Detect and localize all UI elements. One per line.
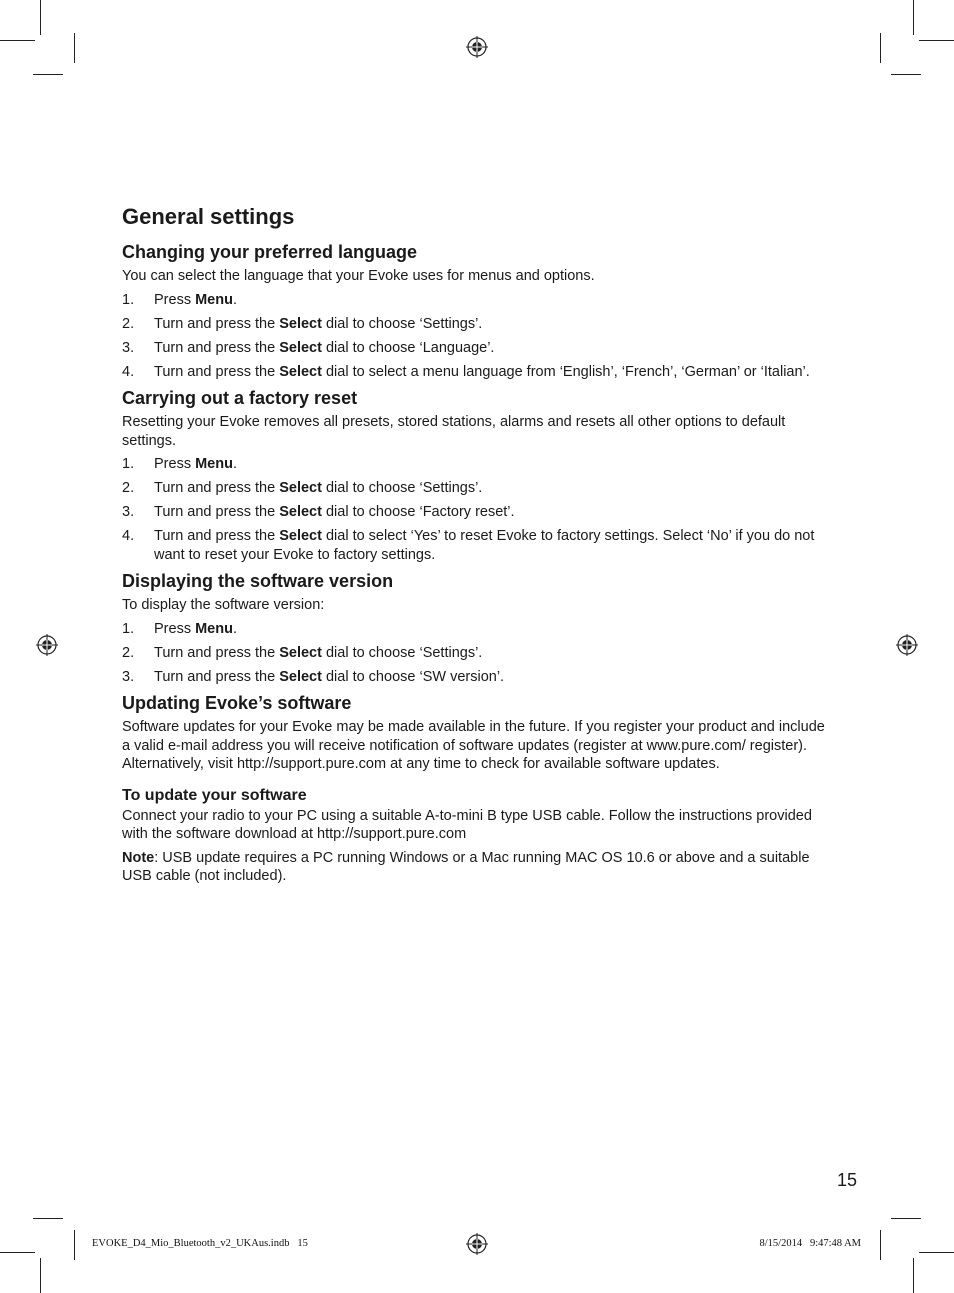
step-text: Turn and press the [154,668,280,685]
registration-mark-icon [896,634,918,656]
crop-mark [33,1218,63,1219]
crop-mark [891,1218,921,1219]
step-keyword: Select [279,668,322,685]
step-text: . [232,456,237,472]
section-software-version [122,570,834,686]
step-item [122,644,834,663]
sub-body: Connect your radio to your PC using a suitable A-to-mini B type USB cable. Follow the instructions provided with the software download at http://support.pure.com [122,807,812,842]
step-text: dial to choose ‘SW version’. [321,668,505,685]
section-heading: Displaying the software version [122,571,394,591]
step-number: 3. [122,668,135,685]
step-item [122,363,834,382]
step-item [122,315,834,334]
step-item [122,527,834,564]
step-number: 3. [122,339,135,356]
section-factory-reset [122,387,834,564]
crop-mark [0,40,35,41]
step-keyword: Menu [195,456,233,472]
crop-mark [40,1258,41,1293]
step-item [122,479,834,498]
section-intro: You can select the language that your Evoke uses for menus and options. [122,268,595,284]
step-list [122,291,834,382]
crop-mark [74,1230,75,1260]
registration-mark-icon [466,1233,488,1255]
crop-mark [919,1252,954,1253]
step-number: 1. [122,456,135,472]
step-text: dial to choose ‘Settings’. [321,480,483,496]
step-number: 2. [122,315,135,332]
step-list [122,455,834,564]
step-text: Turn and press the [154,339,280,356]
step-text: Turn and press the [154,480,280,496]
page-content [122,203,834,891]
step-number: 3. [122,504,135,520]
note-paragraph [122,849,834,886]
step-item [122,503,834,522]
section-intro: To display the software version: [122,597,325,613]
step-keyword: Menu [195,291,233,308]
registration-mark-icon [36,634,58,656]
section-intro: Resetting your Evoke removes all presets, stored stations, alarms and resets all other options to default settings. [122,414,786,449]
step-item [122,668,834,687]
crop-mark [913,0,914,35]
crop-mark [913,1258,914,1293]
step-number: 2. [122,480,135,496]
step-keyword: Select [279,528,322,544]
step-keyword: Select [279,480,322,496]
step-keyword: Select [279,644,322,661]
step-text: Turn and press the [154,315,280,332]
step-number: 2. [122,644,135,661]
step-number: 1. [122,291,135,308]
step-text: dial to choose ‘Language’. [321,339,495,356]
step-text: Turn and press the [154,528,280,544]
crop-mark [0,1252,35,1253]
section-body: Software updates for your Evoke may be made available in the future. If you register your product and include a valid e-mail address you will receive notification of software updates (register at www.pure.com/ register). Alternatively, visit http://support.pure.com at any time to check for available software updates. [122,719,825,772]
step-text: dial to choose ‘Factory reset’. [321,504,515,520]
crop-mark [891,74,921,75]
section-updating [122,692,834,886]
crop-mark [880,1230,881,1260]
sub-heading: To update your software [122,786,307,804]
step-text: dial to choose ‘Settings’. [321,644,483,661]
step-keyword: Select [279,363,322,380]
section-heading: Changing your preferred language [122,242,418,262]
note-text: : USB update requires a PC running Windows or a Mac running MAC OS 10.6 or above and a suitable USB cable (not included). [122,849,810,884]
step-text: dial to select a menu language from ‘English’, ‘French’, ‘German’ or ‘Italian’. [321,363,810,380]
page-number: 15 [836,1170,857,1190]
step-text: Press [154,291,196,308]
crop-mark [74,33,75,63]
step-text: Turn and press the [154,504,280,520]
step-keyword: Menu [195,620,233,637]
step-list [122,620,834,687]
step-number: 4. [122,528,135,544]
crop-mark [919,40,954,41]
step-item [122,455,834,474]
step-item [122,291,834,310]
step-text: . [232,620,237,637]
step-text: dial to select ‘Yes’ to reset Evoke to factory settings. Select ‘No’ if you do not want to reset your Evoke to factory settings. [154,528,815,563]
step-text: Press [154,620,196,637]
registration-mark-icon [466,36,488,58]
page-title: General settings [122,204,295,229]
step-text: Turn and press the [154,644,280,661]
crop-mark [33,74,63,75]
note-label: Note [122,849,155,866]
slug-file: EVOKE_D4_Mio_Bluetooth_v2_UKAus.indb 15 [92,1238,308,1249]
step-text: . [232,291,237,308]
step-text: Press [154,456,196,472]
step-text: Turn and press the [154,363,280,380]
section-heading: Carrying out a factory reset [122,388,358,408]
slug-timestamp: 8/15/2014 9:47:48 AM [759,1238,861,1249]
step-item [122,339,834,358]
step-text: dial to choose ‘Settings’. [321,315,483,332]
section-heading: Updating Evoke’s software [122,693,352,713]
crop-mark [880,33,881,63]
step-number: 1. [122,620,135,637]
crop-mark [40,0,41,35]
step-keyword: Select [279,315,322,332]
section-language [122,241,834,381]
step-item [122,620,834,639]
step-number: 4. [122,363,135,380]
step-keyword: Select [279,339,322,356]
step-keyword: Select [279,504,322,520]
